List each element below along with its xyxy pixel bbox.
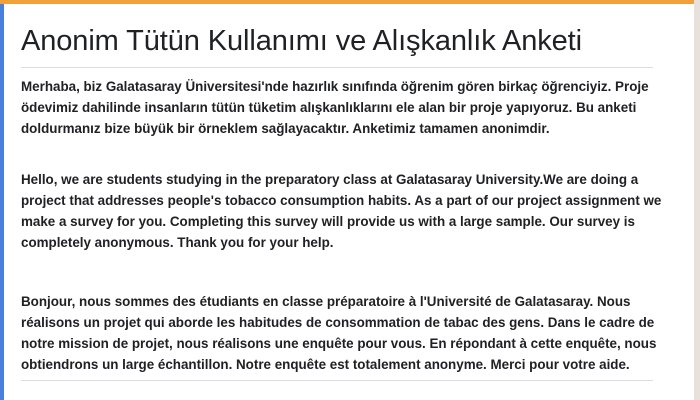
description-divider	[21, 380, 653, 381]
title-divider	[21, 67, 653, 68]
form-title: Anonim Tütün Kullanımı ve Alışkanlık Anketi	[21, 25, 582, 57]
description-turkish: Merhaba, biz Galatasaray Üniversitesi'nde hazırlık sınıfında öğrenim gören birkaç öğrenciyiz. Proje ödevimiz dahilinde insanların tütün tüketim alışkanlıklarını ele alan bir proje yapıyoruz. Bu anketi doldurmanız bize büyük bir örneklem sağlayacaktır. Anketimiz tamamen anonimdir.	[21, 79, 649, 136]
description-french: Bonjour, nous sommes des étudiants en classe préparatoire à l'Université de Galatasaray. Nous réalisons un projet qui aborde les habitudes de consommation de tabac des gens. Dans le cadre de notre mission de projet, nous réalisons une enquête pour vous. En répondant à cette enquête, nous obtiendrons un large échantillon. Notre enquête est totalement anonyme. Merci pour votre aide.	[21, 294, 657, 372]
active-section-indicator	[0, 4, 4, 400]
description-english: Hello, we are students studying in the preparatory class at Galatasaray University.We are doing a project that addresses people's tobacco consumption habits. As a part of our project assignment we make a survey for you. Completing this survey will provide us with a large sample. Our survey is completely anonymous. Thank you for your help.	[21, 172, 662, 250]
theme-accent-bar	[0, 0, 694, 4]
